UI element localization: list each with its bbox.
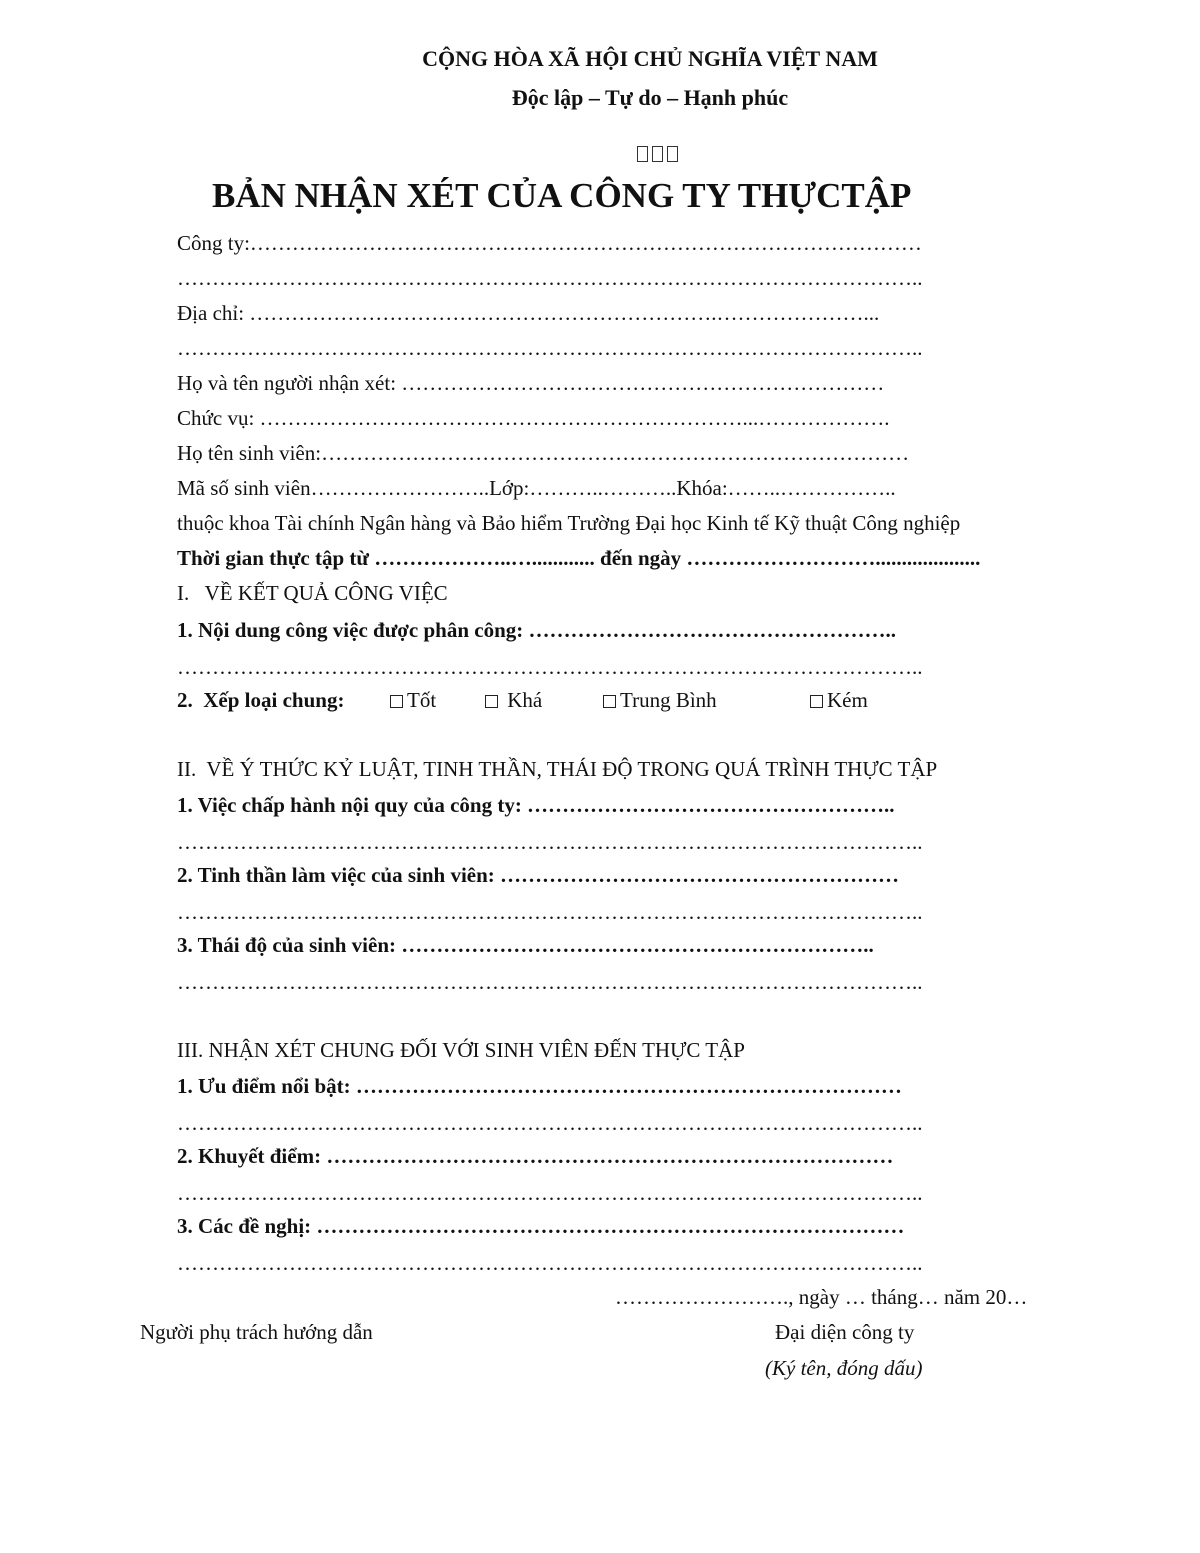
section-3-item-2-cont: …………………………………………………………………………………………….. <box>177 1181 923 1205</box>
rating-option-good[interactable]: Tốt <box>390 687 436 713</box>
section-2-item-2: 2. Tinh thần làm việc của sinh viên: ………………………………………………… <box>177 863 900 887</box>
company-field: Công ty:…………………………………………………………………………………… <box>177 231 922 255</box>
checkbox-icon[interactable] <box>603 695 616 708</box>
signature-note: (Ký tên, đóng dấu) <box>765 1356 923 1380</box>
section-2-item-3: 3. Thái độ của sinh viên: ………………………………………………………….. <box>177 933 874 957</box>
section-3-item-1: 1. Ưu điểm nổi bật: …………………………………………………………………… <box>177 1074 902 1098</box>
date-line: ……………………., ngày … tháng… năm 20… <box>615 1285 1028 1309</box>
position-field: Chức vụ: ……………………………………………………………...………………. <box>177 406 890 430</box>
company-field-cont: …………………………………………………………………………………………….. <box>177 266 923 290</box>
section-3-item-1-cont: …………………………………………………………………………………………….. <box>177 1111 923 1135</box>
checkbox-icon[interactable] <box>390 695 403 708</box>
section-3-heading: III. NHẬN XÉT CHUNG ĐỐI VỚI SINH VIÊN ĐẾN THỰC TẬP <box>177 1038 745 1062</box>
section-3-item-2: 2. Khuyết điểm: ……………………………………………………………………… <box>177 1144 894 1168</box>
student-id-field: Mã số sinh viên……………………..Lớp:………..………..Khóa:……..…………….. <box>177 476 896 500</box>
national-motto: Độc lập – Tự do – Hạnh phúc <box>511 85 789 110</box>
section-2-item-1-cont: …………………………………………………………………………………………….. <box>177 830 923 854</box>
internship-period: Thời gian thực tập từ ………………..…............ đến ngày ……………………….................... <box>177 546 981 570</box>
address-field-cont: …………………………………………………………………………………………….. <box>177 336 923 360</box>
section-2-item-3-cont: …………………………………………………………………………………………….. <box>177 970 923 994</box>
checkbox-icon[interactable] <box>810 695 823 708</box>
rating-label: 2. Xếp loại chung: <box>177 688 345 712</box>
section-1-item-1: 1. Nội dung công việc được phân công: …………………………………………….. <box>177 618 897 642</box>
reviewer-field: Họ và tên người nhận xét: …………………………………………………………… <box>177 371 885 395</box>
country-name: CỘNG HÒA XÃ HỘI CHỦ NGHĨA VIỆT NAM <box>422 46 878 71</box>
document-title: BẢN NHẬN XÉT CỦA CÔNG TY THỰCTẬP <box>212 176 912 215</box>
rating-option-average[interactable]: Trung Bình <box>603 687 717 713</box>
company-representative-role: Đại diện công ty <box>775 1320 915 1344</box>
section-2-item-1: 1. Việc chấp hành nội quy của công ty: …………………………………………….. <box>177 793 895 817</box>
section-2-item-2-cont: …………………………………………………………………………………………….. <box>177 900 923 924</box>
rating-option-poor[interactable]: Kém <box>810 687 868 713</box>
section-3-item-3-cont: …………………………………………………………………………………………….. <box>177 1251 923 1275</box>
address-field: Địa chỉ: ………………………………………………………….…………………... <box>177 301 880 325</box>
faculty-line: thuộc khoa Tài chính Ngân hàng và Bảo hiểm Trường Đại học Kinh tế Kỹ thuật Công nghiệp <box>177 511 961 535</box>
supervisor-role: Người phụ trách hướng dẫn <box>140 1320 373 1344</box>
motto-ornament <box>350 117 950 169</box>
section-1-heading: I. VỀ KẾT QUẢ CÔNG VIỆC <box>177 581 448 605</box>
section-1-item-1-cont: …………………………………………………………………………………………….. <box>177 655 923 679</box>
section-3-item-3: 3. Các đề nghị: ………………………………………………………………………… <box>177 1214 905 1238</box>
checkbox-icon[interactable] <box>485 695 498 708</box>
rating-option-fair[interactable]: Khá <box>485 687 542 713</box>
student-name-field: Họ tên sinh viên:………………………………………………………………………… <box>177 441 910 465</box>
section-2-heading: II. VỀ Ý THỨC KỶ LUẬT, TINH THẦN, THÁI ĐỘ TRONG QUÁ TRÌNH THỰC TẬP <box>177 757 938 781</box>
